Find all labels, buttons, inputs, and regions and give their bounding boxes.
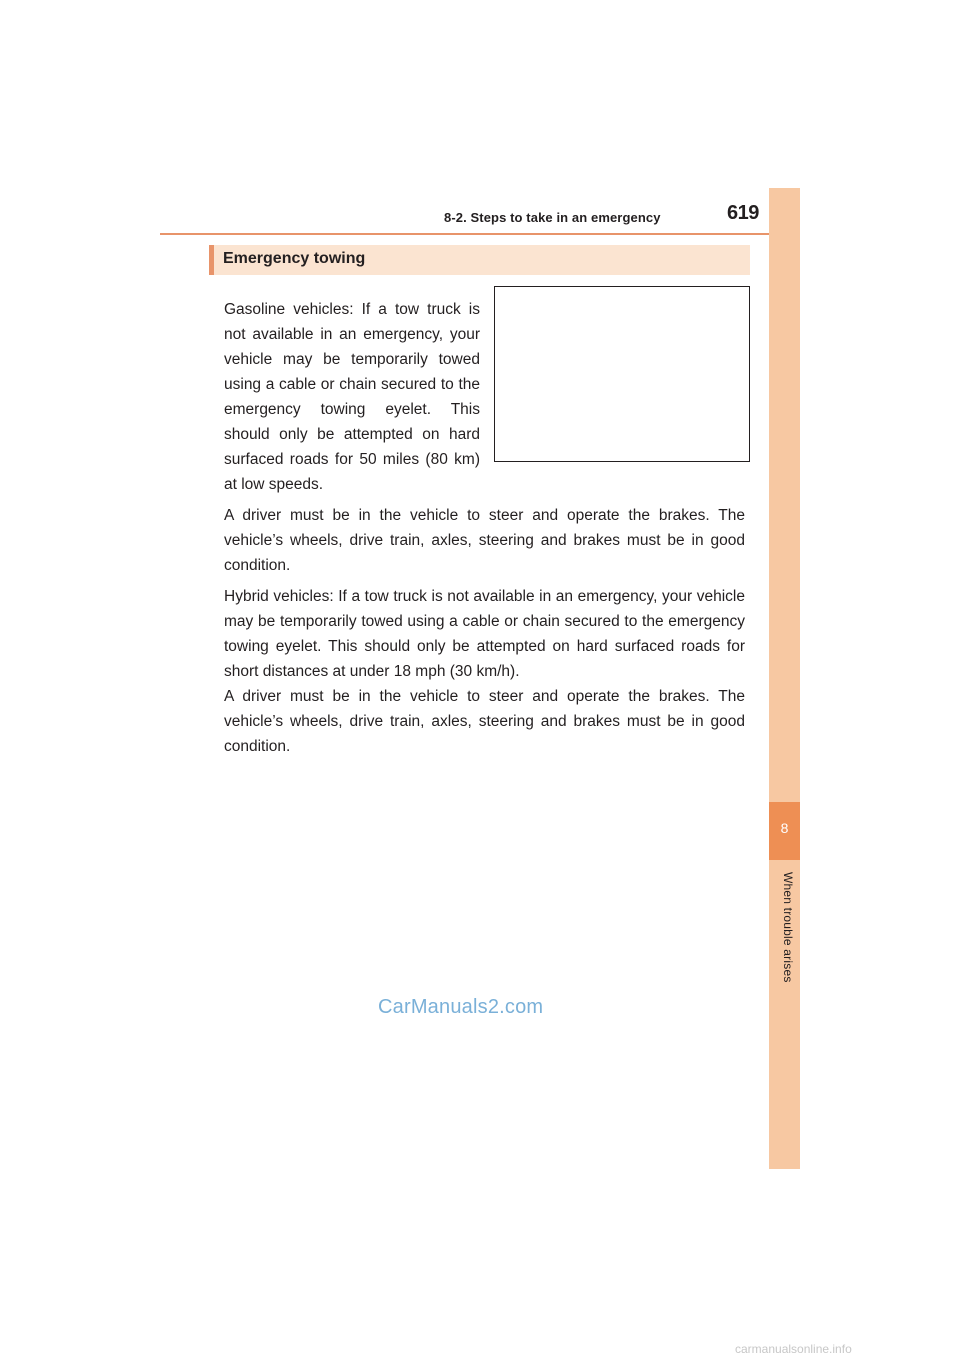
header-divider	[160, 233, 800, 235]
chapter-number: 8	[780, 820, 789, 836]
section-heading-accent	[209, 245, 214, 275]
header-section-title: 8-2. Steps to take in an emergency	[444, 210, 661, 225]
section-heading: Emergency towing	[223, 250, 366, 267]
paragraph-hybrid: Hybrid vehicles: If a tow truck is not available in an emergency, your vehicle may be temporarily towed using a cable or chain secured to the emergency towing eyelet. This should only be attempted on hard surfaced roads for short distances at under 18 mph (30 km/h).	[224, 587, 745, 680]
chapter-label: When trouble arises	[781, 872, 795, 983]
page-number: 619	[727, 202, 759, 224]
paragraph-gasoline: Gasoline vehicles: If a tow truck is not available in an emergency, your vehicle may be temporarily towed using a cable or chain secured to the emergency towing eyelet. This should only be attempted on hard surfaced roads for 50 miles (80 km) at low speeds.	[224, 300, 480, 493]
watermark-text: CarManuals2.com	[378, 996, 544, 1018]
footer-watermark: carmanualsonline.info	[735, 1342, 852, 1356]
illustration-frame	[494, 286, 750, 462]
paragraph-driver-note: A driver must be in the vehicle to steer and operate the brakes. The vehicle’s wheels, drive train, axles, steering and brakes must be in good condition.	[224, 506, 745, 574]
paragraph-driver-note-2: A driver must be in the vehicle to steer and operate the brakes. The vehicle’s wheels, drive train, axles, steering and brakes must be in good condition.	[224, 687, 745, 755]
chapter-side-tab	[769, 188, 800, 1169]
